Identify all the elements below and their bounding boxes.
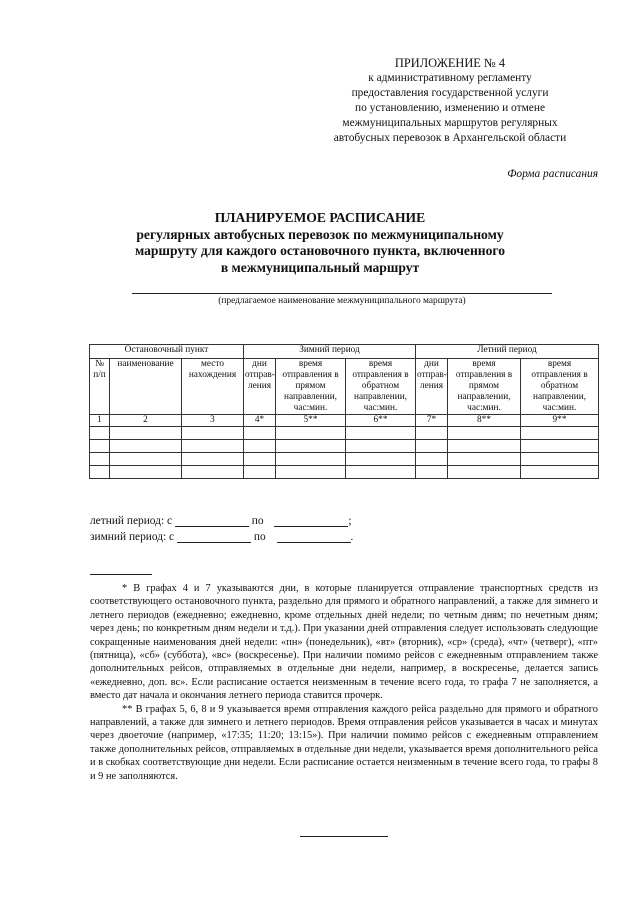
- winter-end-mark: .: [350, 531, 354, 543]
- col-header-number: № п/п: [90, 359, 110, 415]
- table-cell: [346, 466, 416, 479]
- winter-end-field[interactable]: [277, 530, 351, 543]
- column-number: 7*: [416, 415, 448, 427]
- table-cell: [110, 453, 182, 466]
- group-header-summer: Летний период: [416, 345, 599, 359]
- table-row: [90, 427, 599, 440]
- table-cell: [110, 440, 182, 453]
- summer-period-label: летний период: с: [90, 515, 173, 527]
- table-cell: [448, 440, 521, 453]
- title-line: в межмуниципальный маршрут: [220, 259, 420, 275]
- column-number: 6**: [346, 415, 416, 427]
- end-separator: [300, 836, 388, 837]
- route-name-underline: [132, 293, 552, 294]
- table-cell: [90, 466, 110, 479]
- footnote-separator: [90, 574, 152, 575]
- table-row: [90, 453, 599, 466]
- appendix-line: предоставления государственной услуги: [351, 87, 549, 99]
- appendix-line: межмуниципальных маршрутов регулярных: [342, 117, 558, 129]
- column-number: 9**: [521, 415, 599, 427]
- col-header-name: наименование: [110, 359, 182, 415]
- winter-to-label: по: [253, 531, 266, 543]
- group-header-stop: Остановочный пункт: [90, 345, 244, 359]
- column-number: 1: [90, 415, 110, 427]
- column-number: 5**: [276, 415, 346, 427]
- table-cell: [276, 453, 346, 466]
- table-cell: [416, 466, 448, 479]
- summer-to-label: по: [251, 515, 264, 527]
- col-header-summer-days: дни отправ-ления: [416, 359, 448, 415]
- form-label: Форма расписания: [507, 168, 598, 180]
- table-cell: [276, 440, 346, 453]
- column-numbers-row: [90, 415, 599, 427]
- table-cell: [182, 440, 244, 453]
- appendix-line: к административному регламенту: [368, 72, 532, 84]
- table-cell: [182, 453, 244, 466]
- schedule-table: [89, 344, 599, 479]
- title-line: регулярных автобусных перевозок по межмуниципальному: [136, 226, 504, 242]
- appendix-line: по установлению, изменению и отмене: [355, 102, 545, 114]
- table-cell: [276, 466, 346, 479]
- footnote-2: ** В графах 5, 6, 8 и 9 указывается время отправления каждого рейса раздельно для прямого и обратного направлений, а также для зимнего и летнего периодов. Время отправления рейсов указывается в часах и минутах через двоеточие (например, «17:35; 11:20; 13:15»). При наличии помимо рейсов с ежедневным отправлением также дополнительных рейсов, отправляемых в отдельные дни недели, указывается время дополнительного рейса и в скобках соответствующие дни недели. Если расписание остается неизменным в течение всего года, то графы 8 и 9 не заполняются.: [90, 703, 598, 782]
- table-cell: [346, 440, 416, 453]
- appendix-heading: ПРИЛОЖЕНИЕ № 4: [394, 56, 506, 70]
- summer-period-line: [90, 514, 352, 527]
- table-cell: [521, 427, 599, 440]
- group-header-winter: Зимний период: [244, 345, 416, 359]
- table-cell: [110, 427, 182, 440]
- column-number: 2: [110, 415, 182, 427]
- table-cell: [182, 466, 244, 479]
- table-cell: [90, 427, 110, 440]
- appendix-line: автобусных перевозок в Архангельской области: [333, 132, 567, 144]
- table-cell: [448, 427, 521, 440]
- column-number: 4*: [244, 415, 276, 427]
- table-cell: [244, 453, 276, 466]
- table-cell: [521, 453, 599, 466]
- col-header-winter-forward: время отправления в прямом направлении, час:мин.: [276, 359, 346, 415]
- footnotes: [90, 582, 598, 783]
- table-cell: [346, 453, 416, 466]
- document-title: [80, 210, 560, 276]
- table-cell: [244, 440, 276, 453]
- summer-end-field[interactable]: [274, 514, 348, 527]
- col-header-winter-days: дни отправ-ления: [244, 359, 276, 415]
- winter-start-field[interactable]: [177, 530, 251, 543]
- winter-period-line: [90, 530, 353, 543]
- appendix-block: [300, 56, 600, 146]
- col-header-location: место нахождения: [182, 359, 244, 415]
- table-row: [90, 466, 599, 479]
- footnote-1: * В графах 4 и 7 указываются дни, в которые планируется отправление транспортных средств из соответствующего остановочного пункта, раздельно для прямого и обратного направлений, а также для зимнего и летнего периодов (ежедневно; ежедневно, кроме отдельных дней недели; по четным дням; по нечетным дням; через день; по конкретным дням недели и т.д.). При указании дней отправления следует использовать следующие сокращенные наименования дней недели: «пн» (понедельник), «вт» (вторник), «ср» (среда), «чт» (четверг), «пт» (пятница), «сб» (суббота), «вс» (воскресенье). При наличии помимо рейсов с ежедневным отправлением также дополнительных рейсов, отправляемых в отдельные дни недели, например, в воскресенье, делается запись «ежедневно, доп. вс». Если расписание остается неизменным в течение всего года, то графа 7 не заполняется, а вместо дат начала и окончания летнего периода ставится прочерк.: [90, 583, 598, 702]
- table-cell: [416, 440, 448, 453]
- column-number: 3: [182, 415, 244, 427]
- table-cell: [448, 453, 521, 466]
- col-header-summer-forward: время отправления в прямом направлении, час:мин.: [448, 359, 521, 415]
- table-cell: [346, 427, 416, 440]
- table-cell: [448, 466, 521, 479]
- route-name-caption: (предлагаемое наименование межмуниципального маршрута): [218, 296, 466, 306]
- summer-start-field[interactable]: [175, 514, 249, 527]
- table-cell: [90, 453, 110, 466]
- col-header-summer-return: время отправления в обратном направлении, час:мин.: [521, 359, 599, 415]
- table-cell: [110, 466, 182, 479]
- column-number: 8**: [448, 415, 521, 427]
- col-header-winter-return: время отправления в обратном направлении, час:мин.: [346, 359, 416, 415]
- table-cell: [416, 427, 448, 440]
- table-cell: [244, 427, 276, 440]
- table-cell: [182, 427, 244, 440]
- title-line: маршруту для каждого остановочного пункта, включенного: [134, 243, 506, 258]
- table-row: [90, 440, 599, 453]
- table-cell: [244, 466, 276, 479]
- table-cell: [521, 440, 599, 453]
- winter-period-label: зимний период: с: [90, 531, 175, 543]
- title-line: ПЛАНИРУЕМОЕ РАСПИСАНИЕ: [214, 210, 426, 225]
- table-cell: [276, 427, 346, 440]
- table-cell: [90, 440, 110, 453]
- table-cell: [416, 453, 448, 466]
- summer-end-mark: ;: [348, 515, 352, 527]
- table-cell: [521, 466, 599, 479]
